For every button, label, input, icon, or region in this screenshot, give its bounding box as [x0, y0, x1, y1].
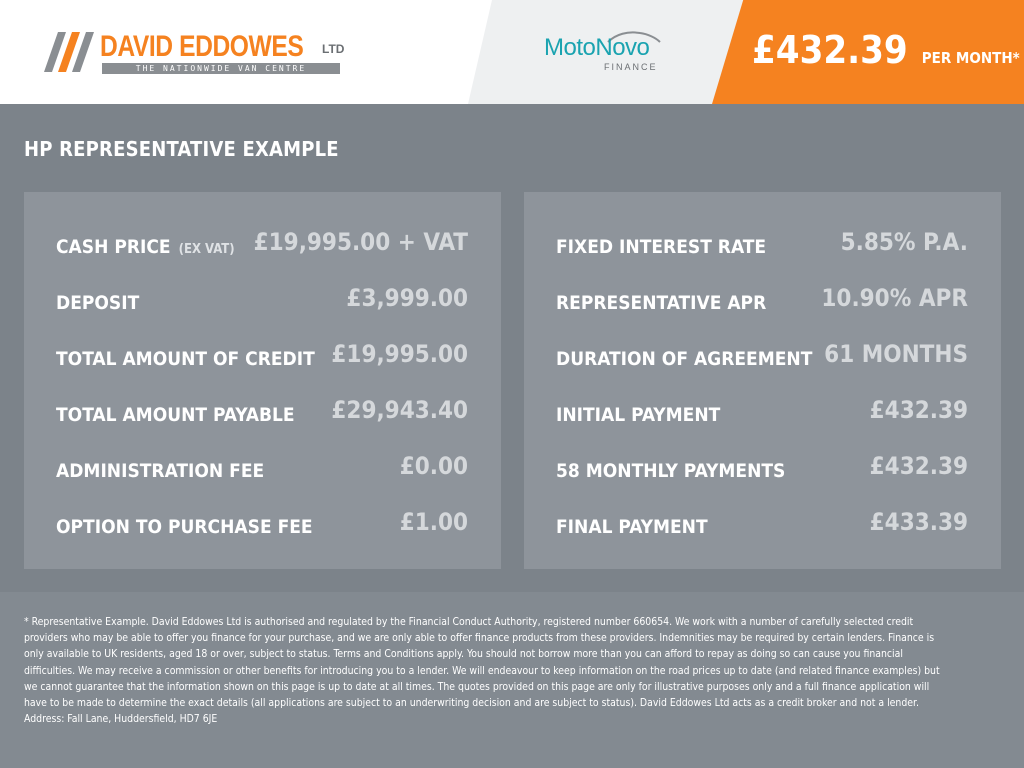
row-value: £1.00 — [399, 508, 468, 536]
row-label: OPTION TO PURCHASE FEE — [56, 516, 313, 538]
row-monthly-payments — [556, 452, 968, 492]
row-label: INITIAL PAYMENT — [556, 404, 721, 426]
row-interest-rate — [556, 228, 968, 268]
row-value: £432.39 — [869, 452, 968, 480]
row-value: £0.00 — [399, 452, 468, 480]
row-label: REPRESENTATIVE APR — [556, 292, 767, 314]
row-duration — [556, 340, 968, 380]
row-label: FIXED INTEREST RATE — [556, 236, 767, 258]
row-value: £433.39 — [869, 508, 968, 536]
row-deposit — [56, 284, 468, 324]
per-month-label: PER MONTH* — [921, 49, 1020, 67]
row-label: DURATION OF AGREEMENT — [556, 348, 813, 370]
row-value: £432.39 — [869, 396, 968, 424]
row-initial-payment — [556, 396, 968, 436]
row-value: 10.90% APR — [821, 284, 968, 312]
left-finance-panel — [24, 192, 501, 569]
row-value: £19,995.00 — [331, 340, 468, 368]
logo-ltd-text: LTD — [322, 42, 345, 56]
right-finance-panel — [524, 192, 1001, 569]
motonovo-name: MotoNovo — [544, 34, 650, 61]
row-value: 5.85% P.A. — [840, 228, 968, 256]
row-total-credit — [56, 340, 468, 380]
row-label: DEPOSIT — [56, 292, 140, 314]
row-label: 58 MONTHLY PAYMENTS — [556, 460, 786, 482]
row-admin-fee — [56, 452, 468, 492]
row-label: ADMINISTRATION FEE — [56, 460, 265, 482]
row-total-payable — [56, 396, 468, 436]
row-option-fee — [56, 508, 468, 548]
page-header — [0, 0, 1024, 104]
logo-stripes-icon — [44, 32, 96, 72]
logo-brand-text: DAVID EDDOWES — [100, 30, 304, 63]
row-value: £3,999.00 — [346, 284, 468, 312]
disclaimer-text: * Representative Example. David Eddowes Ltd is authorised and regulated by the Financial Conduct Authority, registered number 660654. We work with a number of carefully selected credit providers who may be able to offer you finance for your purchase, and we are only able to offer finance products from these providers. Indemnities may be required by certain lenders. Finance is only available to UK residents, aged 18 or over, subject to status. Terms and Conditions apply. You should not borrow more than you can afford to repay as doing so can cause you financial difficulties. We may receive a commission or other benefits for introducing you to a lender. We will endeavour to keep information on the road prices up to date (and related finance examples) but we cannot guarantee that the information shown on this page is up to date at all times. The quotes provided on this page are only for illustrative purposes only and a full finance application will have to be made to determine the exact details (all applications are subject to an underwriting decision and are subject to status). David Eddowes Ltd acts as a credit broker and not a lender. Address: Fall Lane, Huddersfield, HD7 6JE — [24, 616, 940, 726]
motonovo-finance-subtitle: FINANCE — [604, 62, 658, 72]
row-value: £29,943.40 — [331, 396, 468, 424]
motonovo-finance-logo — [544, 30, 674, 76]
logo-tagline: THE NATIONWIDE VAN CENTRE — [102, 63, 340, 74]
section-title: HP REPRESENTATIVE EXAMPLE — [24, 137, 339, 161]
row-cash-price — [56, 228, 468, 268]
row-value: 61 MONTHS — [824, 340, 968, 368]
row-value: £19,995.00 + VAT — [253, 228, 468, 256]
row-label: TOTAL AMOUNT OF CREDIT — [56, 348, 315, 370]
monthly-price-amount: £432.39 — [752, 28, 908, 72]
row-apr — [556, 284, 968, 324]
row-label-sub: (EX VAT) — [178, 242, 235, 257]
row-label: FINAL PAYMENT — [556, 516, 708, 538]
monthly-price-box — [752, 28, 1020, 78]
row-label: CASH PRICE (EX VAT) — [56, 236, 235, 258]
row-label: TOTAL AMOUNT PAYABLE — [56, 404, 295, 426]
row-final-payment — [556, 508, 968, 548]
